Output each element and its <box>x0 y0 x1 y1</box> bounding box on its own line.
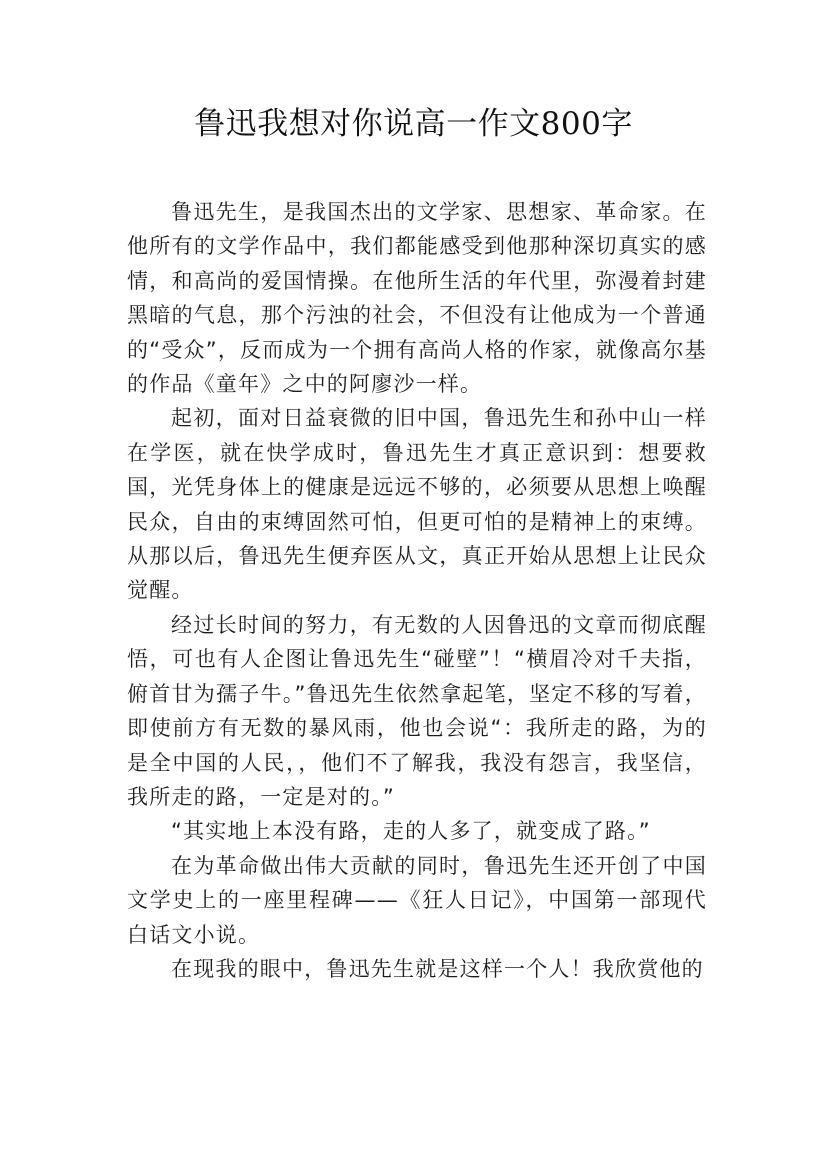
paragraph: 在现我的眼中，鲁迅先生就是这样一个人！我欣赏他的 <box>171 956 704 981</box>
paragraph: 鲁迅先生，是我国杰出的文学家、思想家、革命家。在他所有的文学作品中，我们都能感受到他那种深切真实的感情，和高尚的爱国情操。在他所生活的年代里，弥漫着封建黑暗的气息，那个污浊的社会，不但没有让他成为一个普通的“受众”，反而成为一个拥有高尚人格的作家，就像高尔基的作品《童年》之中的阿廖沙一样。 <box>127 200 707 397</box>
paragraph: 经过长时间的努力，有无数的人因鲁迅的文章而彻底醒悟，可也有人企图让鲁迅先生“碰壁”！“横眉冷对千夫指，俯首甘为孺子牛。”鲁迅先生依然拿起笔，坚定不移的写着，即使前方有无数的暴风雨，他也会说“：我所走的路，为的是全中国的人民，，他们不了解我，我没有怨言，我坚信，我所走的路，一定是对的。” <box>127 612 707 809</box>
document-title: 鲁迅我想对你说高一作文800字 <box>194 106 633 142</box>
document-body <box>127 195 707 986</box>
paragraph: 起初，面对日益衰微的旧中国，鲁迅先生和孙中山一样在学医，就在快学成时，鲁迅先生才真正意识到：想要救国，光凭身体上的健康是远远不够的，必须要从思想上唤醒民众，自由的束缚固然可怕，但更可怕的是精神上的束缚。从那以后，鲁迅先生便弃医从文，真正开始从思想上让民众觉醒。 <box>127 406 707 603</box>
paragraph: “其实地上本没有路，走的人多了，就变成了路。” <box>171 819 651 844</box>
paragraph: 在为革命做出伟大贡献的同时，鲁迅先生还开创了中国文学史上的一座里程碑——《狂人日记》，中国第一部现代白话文小说。 <box>127 853 707 947</box>
